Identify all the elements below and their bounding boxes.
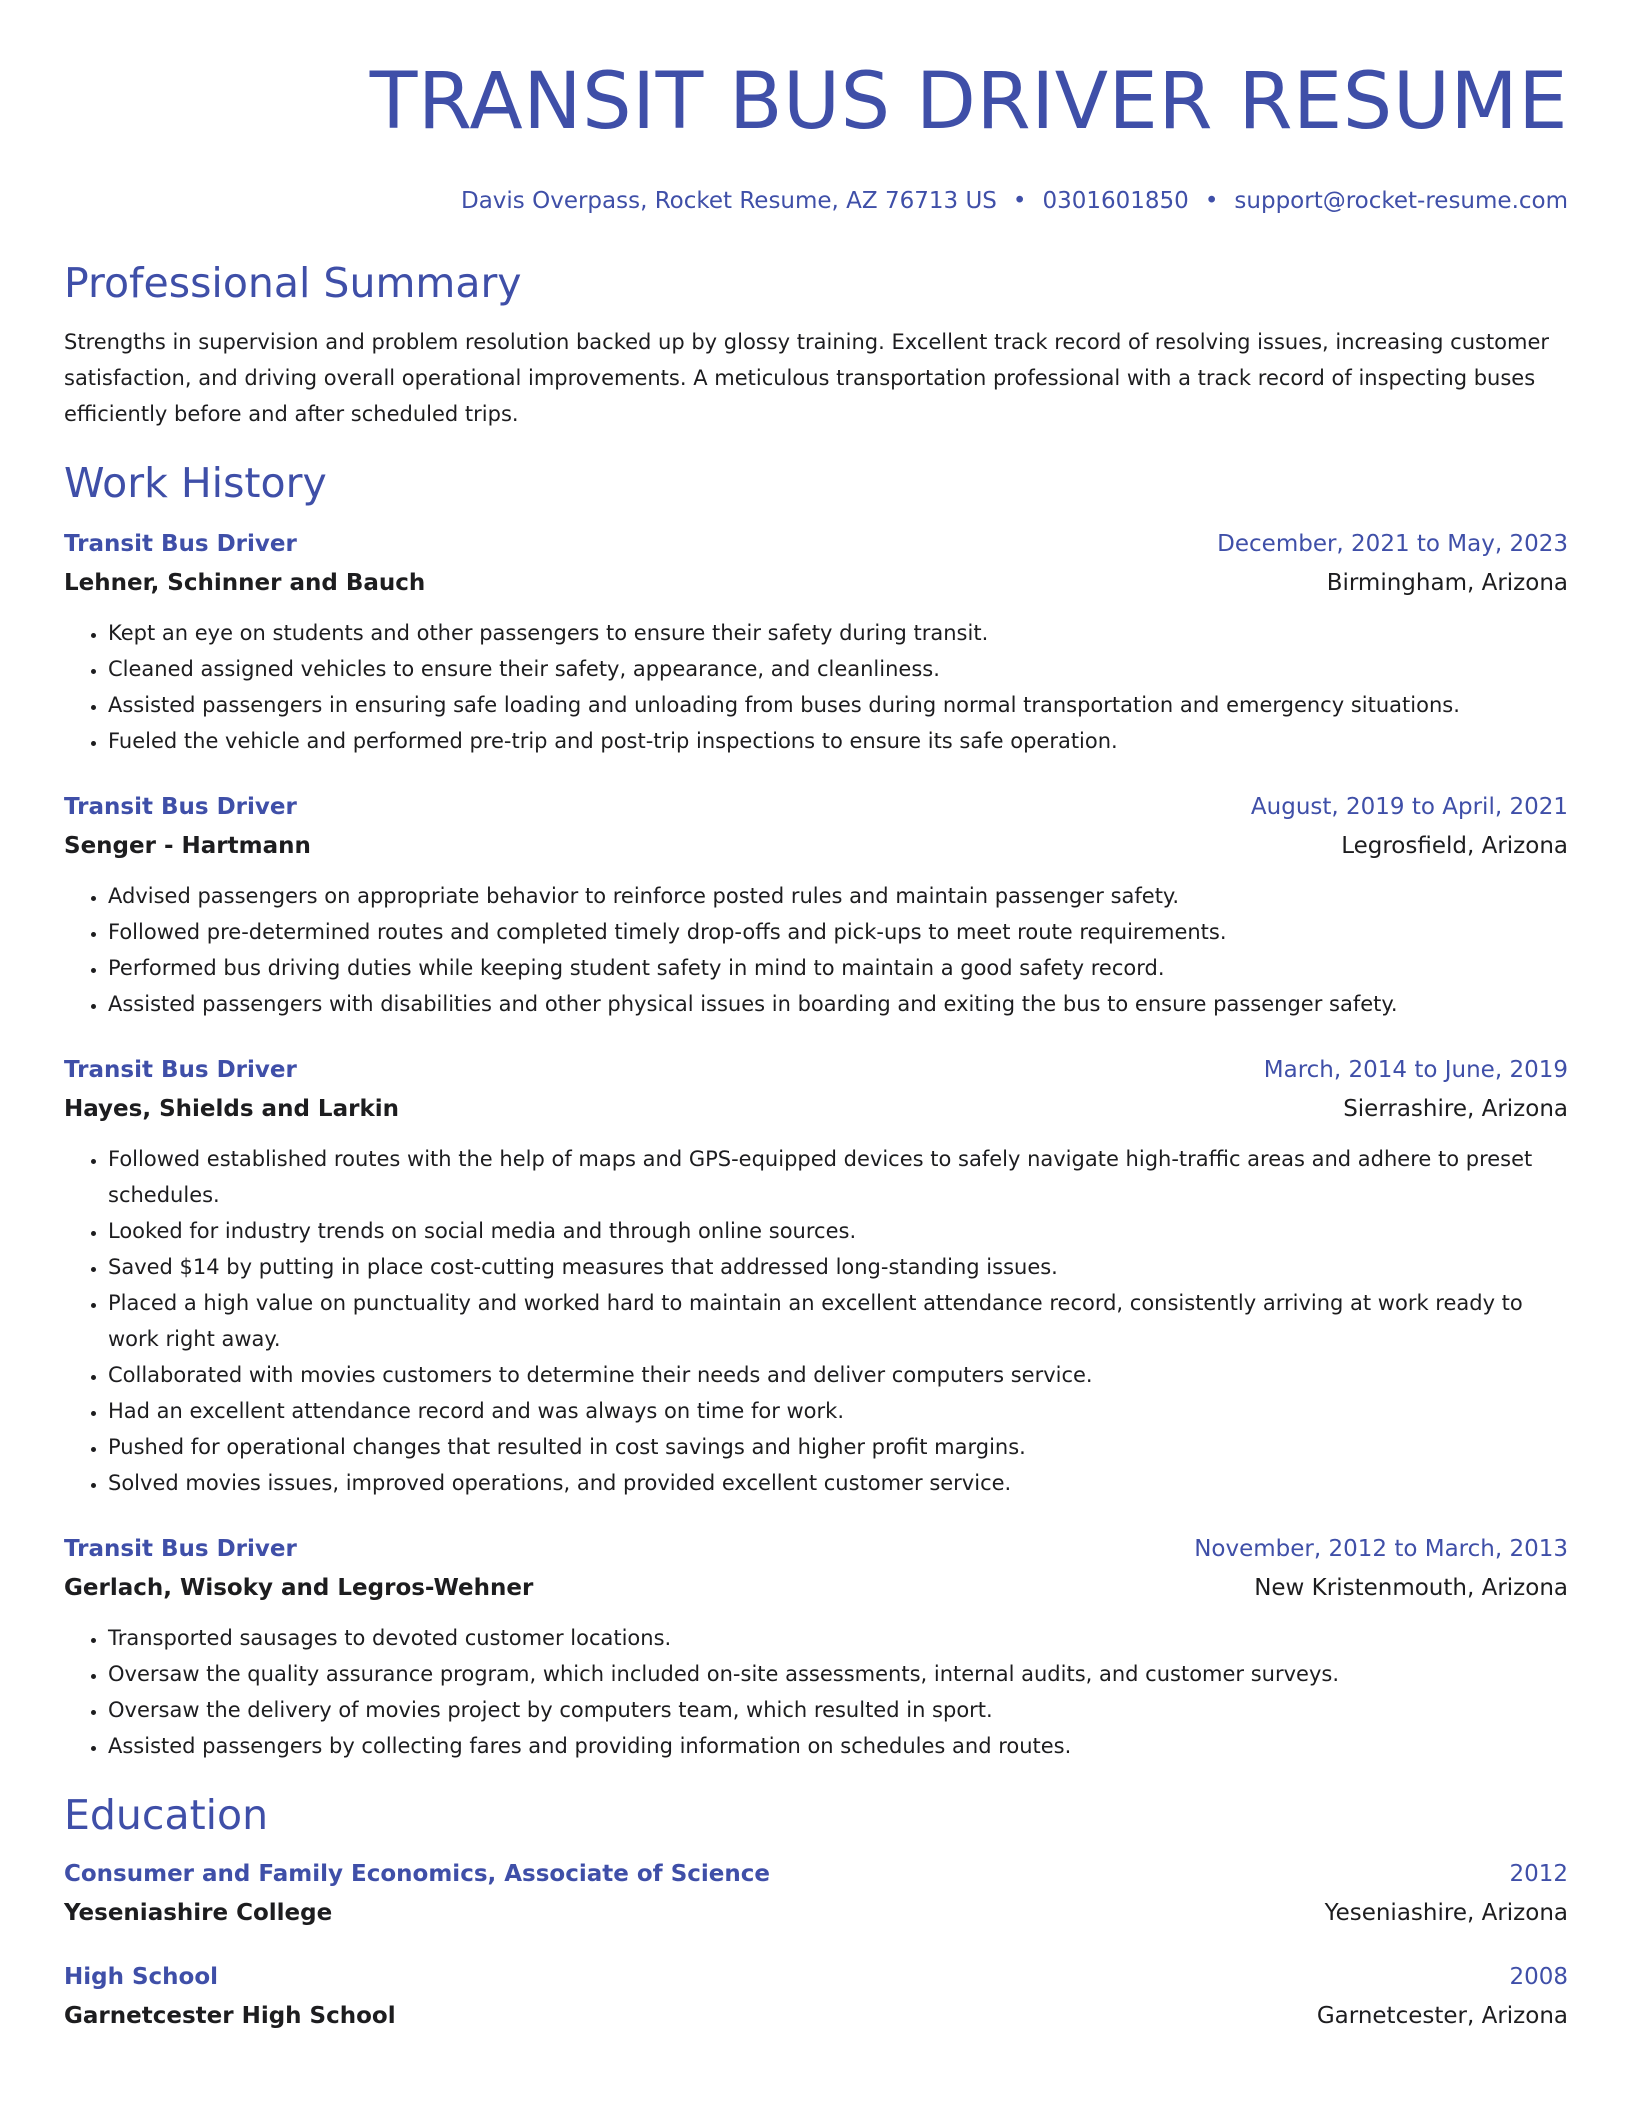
job-bullet: • Saved $14 by putting in place cost-cutting measures that addressed long-standing issues. [108, 1249, 1568, 1285]
education-location: Garnetcester, Arizona [1316, 2003, 1568, 2029]
job-bullet: • Pushed for operational changes that resulted in cost savings and higher profit margins. [108, 1429, 1568, 1465]
job-entry [64, 1531, 1568, 1764]
job-entry [64, 1052, 1568, 1501]
job-company: Gerlach, Wisoky and Legros-Wehner [64, 1575, 534, 1601]
education-year: 2008 [1509, 1964, 1568, 1990]
education-location: Yeseniashire, Arizona [1324, 1900, 1568, 1926]
job-role: Transit Bus Driver [64, 531, 297, 557]
job-role: Transit Bus Driver [64, 1536, 297, 1562]
job-bullets [64, 1141, 1568, 1501]
education-school: Garnetcester High School [64, 2003, 396, 2029]
job-bullet: • Performed bus driving duties while keeping student safety in mind to maintain a good safety record. [108, 950, 1568, 986]
job-bullet: • Assisted passengers with disabilities and other physical issues in boarding and exiting the bus to ensure passenger safety. [108, 986, 1568, 1022]
job-bullet: • Solved movies issues, improved operations, and provided excellent customer service. [108, 1465, 1568, 1501]
job-bullet: • Had an excellent attendance record and was always on time for work. [108, 1393, 1568, 1429]
education-degree: High School [64, 1964, 219, 1990]
contact-separator: • [1012, 188, 1027, 214]
education-heading: Education [64, 1791, 269, 1839]
contact-line [64, 186, 1568, 216]
contact-phone: 0301601850 [1042, 188, 1189, 214]
job-bullets [64, 878, 1568, 1022]
job-bullet: • Oversaw the delivery of movies project by computers team, which resulted in sport. [108, 1692, 1568, 1728]
job-bullet: • Assisted passengers in ensuring safe loading and unloading from buses during normal transportation and emergency situations. [108, 687, 1568, 723]
job-location: Sierrashire, Arizona [1343, 1096, 1568, 1122]
job-bullets [64, 1620, 1568, 1764]
job-company: Lehner, Schinner and Bauch [64, 570, 426, 596]
work-history-section [64, 458, 1568, 1764]
job-bullets [64, 615, 1568, 759]
education-year: 2012 [1509, 1861, 1568, 1887]
summary-heading: Professional Summary [64, 259, 522, 307]
contact-separator: • [1204, 188, 1219, 214]
job-dates: December, 2021 to May, 2023 [1217, 531, 1568, 557]
job-bullet: • Transported sausages to devoted customer locations. [108, 1620, 1568, 1656]
contact-email[interactable]: support@rocket-resume.com [1234, 188, 1568, 214]
job-bullet: • Followed pre-determined routes and completed timely drop-offs and pick-ups to meet route requirements. [108, 914, 1568, 950]
job-bullet: • Placed a high value on punctuality and worked hard to maintain an excellent attendance record, consistently arriving at work ready to work right away. [108, 1285, 1568, 1357]
job-entry [64, 526, 1568, 759]
job-bullet: • Assisted passengers by collecting fares and providing information on schedules and routes. [108, 1728, 1568, 1764]
resume-header [64, 0, 1568, 216]
resume-title: TRANSIT BUS DRIVER RESUME [369, 57, 1568, 147]
education-section [64, 1790, 1568, 2034]
job-company: Senger - Hartmann [64, 833, 311, 859]
summary-section [64, 258, 1568, 432]
contact-address: Davis Overpass, Rocket Resume, AZ 76713 US [461, 188, 997, 214]
job-location: Birmingham, Arizona [1326, 570, 1568, 596]
job-dates: March, 2014 to June, 2019 [1263, 1057, 1568, 1083]
job-bullet: • Followed established routes with the help of maps and GPS-equipped devices to safely navigate high-traffic areas and adhere to preset schedules. [108, 1141, 1568, 1213]
work-history-heading: Work History [64, 459, 327, 507]
job-location: New Kristenmouth, Arizona [1254, 1575, 1568, 1601]
job-company: Hayes, Shields and Larkin [64, 1096, 399, 1122]
job-bullet: • Oversaw the quality assurance program, which included on-site assessments, internal audits, and customer surveys. [108, 1656, 1568, 1692]
job-bullet: • Collaborated with movies customers to determine their needs and deliver computers service. [108, 1357, 1568, 1393]
job-bullet: • Advised passengers on appropriate behavior to reinforce posted rules and maintain passenger safety. [108, 878, 1568, 914]
summary-text: Strengths in supervision and problem resolution backed up by glossy training. Excellent track record of resolving issues, increasing customer satisfaction, and driving overall operational improvements. A meticulous transportation professional with a track record of inspecting buses efficiently before and after scheduled trips. [64, 330, 1550, 426]
education-entry [64, 1856, 1568, 1931]
job-role: Transit Bus Driver [64, 794, 297, 820]
education-entry [64, 1959, 1568, 2034]
job-entry [64, 789, 1568, 1022]
job-dates: August, 2019 to April, 2021 [1250, 794, 1568, 820]
job-bullet: • Fueled the vehicle and performed pre-trip and post-trip inspections to ensure its safe operation. [108, 723, 1568, 759]
education-degree: Consumer and Family Economics, Associate of Science [64, 1861, 770, 1887]
education-school: Yeseniashire College [64, 1900, 333, 1926]
job-bullet: • Cleaned assigned vehicles to ensure their safety, appearance, and cleanliness. [108, 651, 1568, 687]
job-role: Transit Bus Driver [64, 1057, 297, 1083]
job-bullet: • Looked for industry trends on social media and through online sources. [108, 1213, 1568, 1249]
job-bullet: • Kept an eye on students and other passengers to ensure their safety during transit. [108, 615, 1568, 651]
job-location: Legrosfield, Arizona [1341, 833, 1568, 859]
job-dates: November, 2012 to March, 2013 [1194, 1536, 1568, 1562]
